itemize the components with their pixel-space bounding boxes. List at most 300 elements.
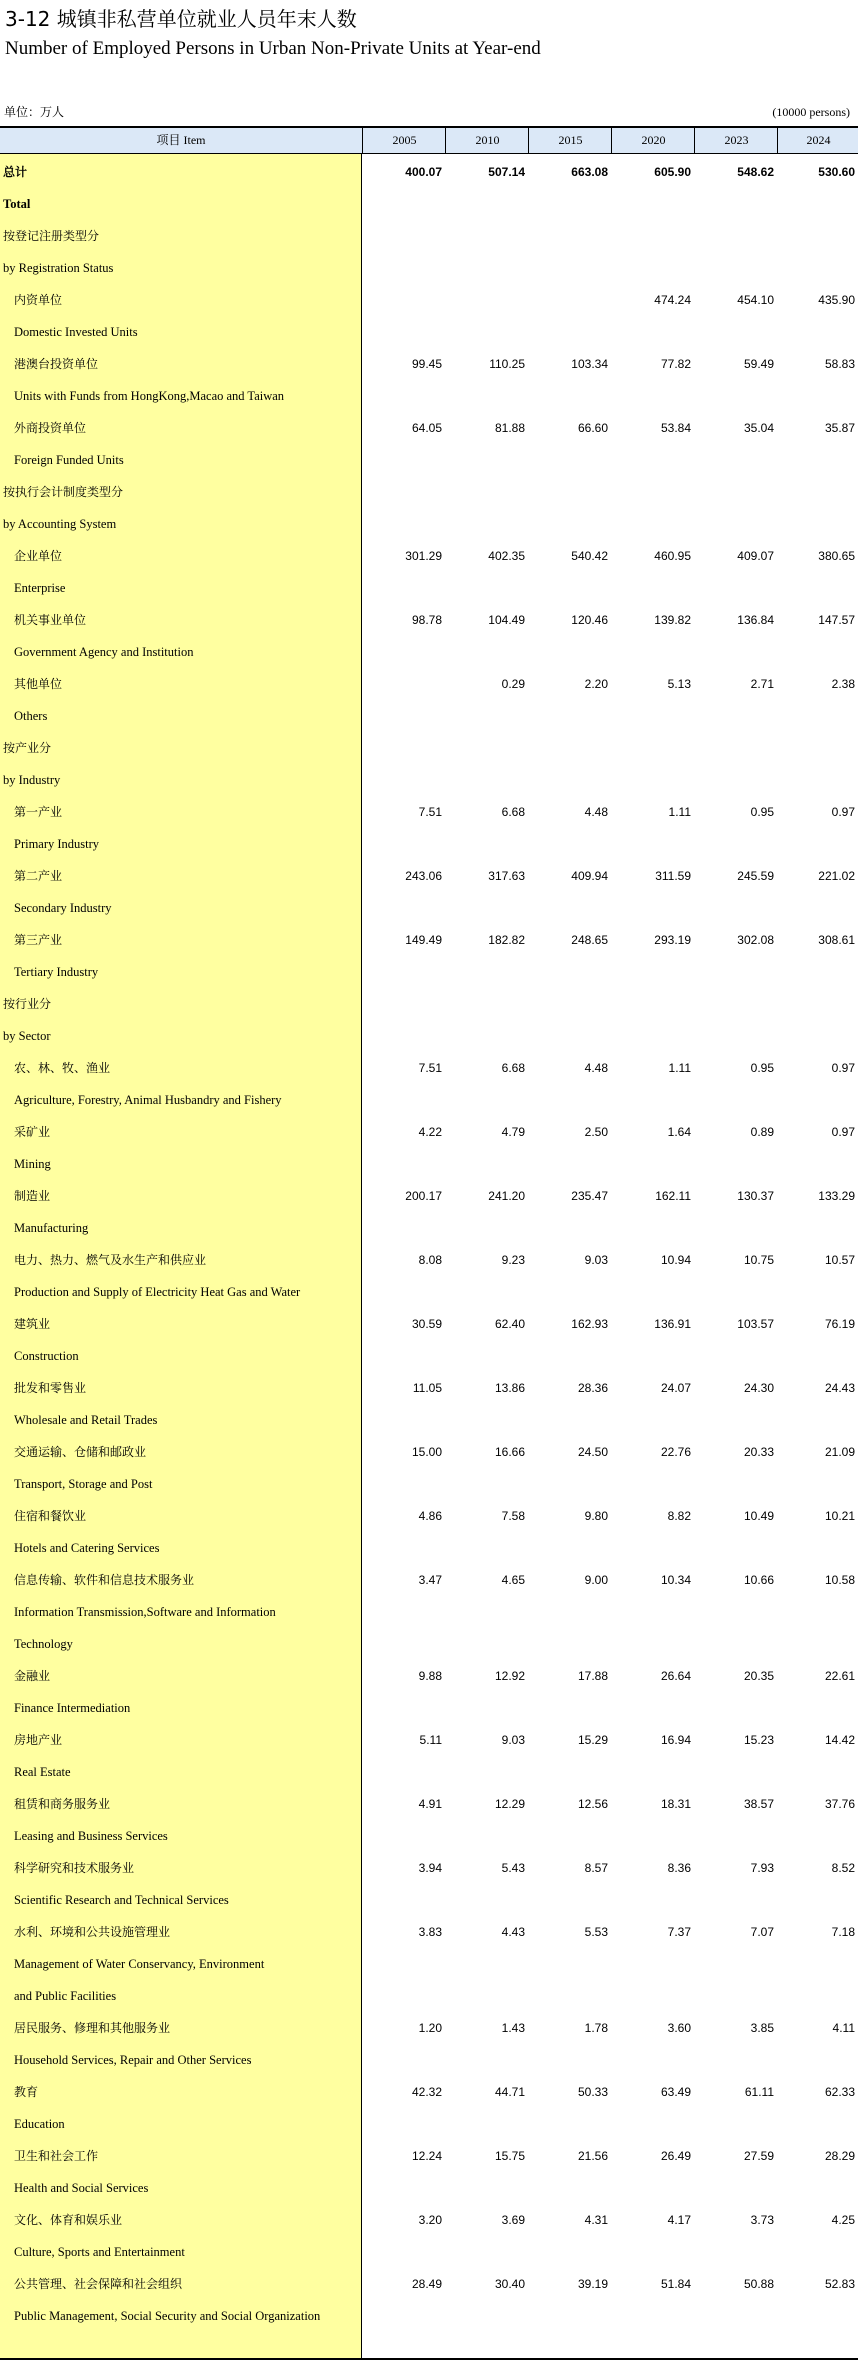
table-row — [0, 476, 858, 508]
value-cell: 409.07 — [737, 549, 774, 563]
value-cell: 474.24 — [654, 293, 691, 307]
value-cell: 22.61 — [824, 1669, 855, 1683]
value-cell: 2.71 — [750, 677, 774, 691]
header-year: 2024 — [777, 128, 858, 153]
table-row — [0, 1180, 858, 1212]
value-cell: 1.11 — [668, 1061, 691, 1075]
row-label: 港澳台投资单位 — [14, 357, 99, 371]
row-label: Scientific Research and Technical Services — [14, 1893, 229, 1907]
value-cell: 50.33 — [577, 2085, 608, 2099]
value-cell: 62.33 — [824, 2085, 855, 2099]
table-row — [0, 540, 858, 572]
value-cell: 21.09 — [824, 1445, 855, 1459]
value-cell: 63.49 — [660, 2085, 691, 2099]
value-cell: 0.89 — [750, 1125, 774, 1139]
table-row — [0, 1052, 858, 1084]
row-label: 第二产业 — [14, 869, 63, 883]
value-cell: 10.49 — [743, 1509, 774, 1523]
value-cell — [362, 284, 442, 316]
value-cell: 7.07 — [750, 1925, 774, 1939]
table-row — [0, 2268, 858, 2300]
table-row — [0, 1116, 858, 1148]
row-label: Culture, Sports and Entertainment — [14, 2245, 185, 2259]
row-label: 批发和零售业 — [14, 1381, 87, 1395]
value-cell: 147.57 — [818, 613, 855, 627]
table-row — [0, 2300, 858, 2332]
table-row — [0, 316, 858, 348]
value-cell: 9.23 — [501, 1253, 525, 1267]
header-year: 2005 — [362, 128, 446, 153]
row-label: 租赁和商务服务业 — [14, 1797, 111, 1811]
unit-label-en: (10000 persons) — [772, 105, 850, 119]
header-item: 项目 Item — [156, 133, 206, 147]
table-row — [0, 700, 858, 732]
table-row — [0, 1788, 858, 1820]
row-label: by Sector — [3, 1029, 51, 1043]
value-cell: 13.86 — [494, 1381, 525, 1395]
value-cell: 308.61 — [818, 933, 855, 947]
value-cell: 3.94 — [418, 1861, 442, 1875]
table-row — [0, 1596, 858, 1628]
value-cell: 0.95 — [750, 1061, 774, 1075]
value-cell: 243.06 — [405, 869, 442, 883]
value-cell: 120.46 — [571, 613, 608, 627]
table-row — [0, 1212, 858, 1244]
table-row — [0, 252, 858, 284]
value-cell: 4.31 — [584, 2213, 608, 2227]
value-cell: 52.83 — [824, 2277, 855, 2291]
row-label: 第一产业 — [14, 805, 63, 819]
row-label: 农、林、牧、渔业 — [14, 1061, 111, 1075]
row-label: 内资单位 — [14, 293, 63, 307]
value-cell: 39.19 — [577, 2277, 608, 2291]
value-cell: 21.56 — [577, 2149, 608, 2163]
value-cell: 4.11 — [832, 2021, 855, 2035]
row-label: Wholesale and Retail Trades — [14, 1413, 158, 1427]
value-cell: 149.49 — [405, 933, 442, 947]
value-cell: 4.17 — [667, 2213, 691, 2227]
row-label: 金融业 — [14, 1669, 51, 1683]
header-year: 2010 — [445, 128, 529, 153]
table-row — [0, 2204, 858, 2236]
value-cell: 1.64 — [667, 1125, 691, 1139]
value-cell: 3.20 — [418, 2213, 442, 2227]
value-cell: 221.02 — [818, 869, 855, 883]
row-label: 外商投资单位 — [14, 421, 87, 435]
row-label: 科学研究和技术服务业 — [14, 1861, 135, 1875]
table-row — [0, 1084, 858, 1116]
value-cell: 64.05 — [411, 421, 442, 435]
value-cell: 9.03 — [584, 1253, 608, 1267]
value-cell: 4.48 — [584, 805, 608, 819]
value-cell: 8.82 — [667, 1509, 691, 1523]
value-cell: 4.25 — [831, 2213, 855, 2227]
value-cell: 9.03 — [501, 1733, 525, 1747]
value-cell: 10.58 — [824, 1573, 855, 1587]
row-label: Transport, Storage and Post — [14, 1477, 153, 1491]
table-subtitle: Number of Employed Persons in Urban Non-Private Units at Year-end — [5, 38, 541, 59]
value-cell — [362, 668, 442, 700]
value-cell: 460.95 — [654, 549, 691, 563]
value-cell: 1.43 — [501, 2021, 525, 2035]
value-cell: 26.64 — [660, 1669, 691, 1683]
value-cell: 27.59 — [743, 2149, 774, 2163]
header-year: 2015 — [528, 128, 612, 153]
value-cell: 248.65 — [571, 933, 608, 947]
table-row — [0, 1852, 858, 1884]
value-cell: 8.52 — [831, 1861, 855, 1875]
value-cell: 663.08 — [571, 165, 608, 179]
row-label: Agriculture, Forestry, Animal Husbandry and Fishery — [14, 1093, 282, 1107]
value-cell: 15.75 — [494, 2149, 525, 2163]
table-row — [0, 1500, 858, 1532]
value-cell: 4.43 — [501, 1925, 525, 1939]
table-row — [0, 1564, 858, 1596]
table-row — [0, 1692, 858, 1724]
value-cell: 9.00 — [584, 1573, 608, 1587]
value-cell: 9.80 — [584, 1509, 608, 1523]
value-cell: 26.49 — [660, 2149, 691, 2163]
table-row — [0, 828, 858, 860]
row-label: 按产业分 — [3, 741, 52, 755]
table-row — [0, 604, 858, 636]
table-row — [0, 2012, 858, 2044]
value-cell: 136.91 — [654, 1317, 691, 1331]
value-cell: 51.84 — [660, 2277, 691, 2291]
table-row — [0, 1340, 858, 1372]
table-row — [0, 988, 858, 1020]
value-cell: 130.37 — [737, 1189, 774, 1203]
value-cell: 139.82 — [654, 613, 691, 627]
table-row — [0, 1820, 858, 1852]
value-cell: 302.08 — [737, 933, 774, 947]
table-row — [0, 2044, 858, 2076]
row-label: Construction — [14, 1349, 79, 1363]
table-row — [0, 764, 858, 796]
row-label: Mining — [14, 1157, 51, 1171]
row-label: 交通运输、仓储和邮政业 — [14, 1445, 147, 1459]
value-cell: 235.47 — [571, 1189, 608, 1203]
value-cell: 6.68 — [501, 1061, 525, 1075]
row-label: 居民服务、修理和其他服务业 — [14, 2021, 171, 2035]
row-label: 机关事业单位 — [14, 613, 87, 627]
value-cell — [528, 284, 608, 316]
value-cell: 241.20 — [488, 1189, 525, 1203]
row-label: Tertiary Industry — [14, 965, 99, 979]
row-label: Management of Water Conservancy, Environment — [14, 1957, 265, 1971]
value-cell: 10.34 — [660, 1573, 691, 1587]
value-cell: 435.90 — [818, 293, 855, 307]
value-cell: 24.43 — [824, 1381, 855, 1395]
row-label: Education — [14, 2117, 65, 2131]
table-row — [0, 2140, 858, 2172]
value-cell: 409.94 — [571, 869, 608, 883]
value-cell: 15.23 — [743, 1733, 774, 1747]
value-cell: 136.84 — [737, 613, 774, 627]
value-cell: 28.29 — [824, 2149, 855, 2163]
table-bottom-rule — [0, 2358, 858, 2360]
value-cell: 2.38 — [831, 677, 855, 691]
table-row — [0, 508, 858, 540]
table-row — [0, 1628, 858, 1660]
value-cell: 3.73 — [750, 2213, 774, 2227]
value-cell: 77.82 — [660, 357, 691, 371]
value-cell: 605.90 — [654, 165, 691, 179]
value-cell: 380.65 — [818, 549, 855, 563]
value-cell: 14.42 — [824, 1733, 855, 1747]
value-cell: 98.78 — [411, 613, 442, 627]
table-row — [0, 1276, 858, 1308]
value-cell: 38.57 — [743, 1797, 774, 1811]
value-cell: 0.97 — [831, 805, 855, 819]
row-label: 水利、环境和公共设施管理业 — [14, 1925, 171, 1939]
table-row — [0, 1436, 858, 1468]
value-cell: 15.29 — [577, 1733, 608, 1747]
value-cell: 17.88 — [577, 1669, 608, 1683]
value-cell: 104.49 — [488, 613, 525, 627]
table-row — [0, 1884, 858, 1916]
value-cell: 7.51 — [418, 805, 442, 819]
value-cell: 3.85 — [750, 2021, 774, 2035]
row-label: 总计 — [3, 165, 28, 179]
value-cell: 50.88 — [743, 2277, 774, 2291]
value-cell: 4.22 — [418, 1125, 442, 1139]
value-cell: 2.20 — [584, 677, 608, 691]
value-cell: 5.13 — [667, 677, 691, 691]
value-cell: 76.19 — [824, 1317, 855, 1331]
value-cell: 293.19 — [654, 933, 691, 947]
value-cell: 540.42 — [571, 549, 608, 563]
value-cell: 0.95 — [750, 805, 774, 819]
row-label: Hotels and Catering Services — [14, 1541, 160, 1555]
value-cell: 7.93 — [750, 1861, 774, 1875]
row-label: 其他单位 — [14, 677, 63, 691]
value-cell: 7.58 — [501, 1509, 525, 1523]
table-row — [0, 1532, 858, 1564]
table-row — [0, 1020, 858, 1052]
value-cell: 35.04 — [743, 421, 774, 435]
table-row — [0, 412, 858, 444]
value-cell: 454.10 — [737, 293, 774, 307]
value-cell: 58.83 — [824, 357, 855, 371]
value-cell: 12.92 — [494, 1669, 525, 1683]
value-cell: 103.57 — [737, 1317, 774, 1331]
value-cell: 59.49 — [743, 357, 774, 371]
table-row — [0, 444, 858, 476]
table-row — [0, 1404, 858, 1436]
table-row — [0, 220, 858, 252]
value-cell: 4.65 — [501, 1573, 525, 1587]
value-cell: 6.68 — [501, 805, 525, 819]
table-row — [0, 2076, 858, 2108]
table-row — [0, 1724, 858, 1756]
value-cell: 30.59 — [411, 1317, 442, 1331]
unit-label-cn: 单位：万人 — [4, 105, 65, 119]
value-cell: 245.59 — [737, 869, 774, 883]
row-label: Units with Funds from HongKong,Macao and Taiwan — [14, 389, 285, 403]
row-label: Information Transmission,Software and Information — [14, 1605, 276, 1619]
table-row — [0, 1372, 858, 1404]
value-cell: 0.97 — [831, 1061, 855, 1075]
value-cell: 1.78 — [584, 2021, 608, 2035]
row-label: Health and Social Services — [14, 2181, 149, 2195]
table-row — [0, 1916, 858, 1948]
value-cell: 8.57 — [584, 1861, 608, 1875]
row-label: by Registration Status — [3, 261, 114, 275]
value-cell: 0.29 — [501, 677, 525, 691]
value-cell: 8.36 — [667, 1861, 691, 1875]
row-label: 按执行会计制度类型分 — [3, 485, 124, 499]
value-cell: 311.59 — [655, 869, 691, 883]
data-table — [0, 126, 858, 2360]
value-cell: 53.84 — [660, 421, 691, 435]
header-year: 2020 — [611, 128, 695, 153]
value-cell: 7.18 — [831, 1925, 855, 1939]
value-cell: 4.86 — [418, 1509, 442, 1523]
table-row — [0, 1148, 858, 1180]
table-row — [0, 636, 858, 668]
table-row — [0, 796, 858, 828]
value-cell: 81.88 — [494, 421, 525, 435]
value-cell: 24.50 — [577, 1445, 608, 1459]
value-cell: 507.14 — [488, 165, 525, 179]
table-row — [0, 668, 858, 700]
table-row — [0, 1980, 858, 2012]
row-label: 信息传输、软件和信息技术服务业 — [14, 1573, 195, 1587]
value-cell: 103.34 — [571, 357, 608, 371]
value-cell: 16.94 — [660, 1733, 691, 1747]
row-label: 第三产业 — [14, 933, 63, 947]
table-row — [0, 1468, 858, 1500]
row-label: Government Agency and Institution — [14, 645, 194, 659]
row-label: by Accounting System — [3, 517, 117, 531]
value-cell: 99.45 — [411, 357, 442, 371]
value-cell: 301.29 — [405, 549, 442, 563]
row-label: 教育 — [14, 2085, 39, 2099]
value-cell: 42.32 — [411, 2085, 442, 2099]
row-label: Production and Supply of Electricity Heat Gas and Water — [14, 1285, 301, 1299]
table-row — [0, 2108, 858, 2140]
table-row — [0, 732, 858, 764]
row-label: 公共管理、社会保障和社会组织 — [14, 2277, 183, 2291]
table-row — [0, 1308, 858, 1340]
value-cell: 24.07 — [660, 1381, 691, 1395]
value-cell: 4.91 — [418, 1797, 442, 1811]
value-cell: 24.30 — [743, 1381, 774, 1395]
row-label: 采矿业 — [14, 1125, 51, 1139]
table-row — [0, 2172, 858, 2204]
row-label: 房地产业 — [14, 1733, 63, 1747]
value-cell: 1.11 — [668, 805, 691, 819]
value-cell: 10.66 — [743, 1573, 774, 1587]
value-cell: 5.53 — [584, 1925, 608, 1939]
value-cell: 66.60 — [577, 421, 608, 435]
value-cell: 18.31 — [660, 1797, 691, 1811]
value-cell: 8.08 — [418, 1253, 442, 1267]
row-label: 制造业 — [14, 1189, 51, 1203]
value-cell: 10.57 — [824, 1253, 855, 1267]
value-cell: 22.76 — [660, 1445, 691, 1459]
table-row — [0, 572, 858, 604]
value-cell: 400.07 — [405, 165, 442, 179]
value-cell: 61.11 — [744, 2085, 774, 2099]
value-cell: 3.69 — [501, 2213, 525, 2227]
row-label: Leasing and Business Services — [14, 1829, 168, 1843]
value-cell: 182.82 — [488, 933, 525, 947]
value-cell: 35.87 — [824, 421, 855, 435]
row-label: and Public Facilities — [14, 1989, 117, 2003]
value-cell: 44.71 — [494, 2085, 525, 2099]
table-row — [0, 380, 858, 412]
header-year: 2023 — [694, 128, 778, 153]
value-cell: 133.29 — [818, 1189, 855, 1203]
row-label: Foreign Funded Units — [14, 453, 124, 467]
row-label: Total — [3, 197, 31, 211]
value-cell: 548.62 — [737, 165, 774, 179]
row-label: Domestic Invested Units — [14, 325, 138, 339]
value-cell: 2.50 — [584, 1125, 608, 1139]
table-header — [0, 128, 858, 154]
value-cell: 37.76 — [824, 1797, 855, 1811]
row-label: 卫生和社会工作 — [14, 2149, 99, 2163]
value-cell: 9.88 — [418, 1669, 442, 1683]
value-cell: 3.60 — [667, 2021, 691, 2035]
table-row — [0, 1244, 858, 1276]
value-cell: 317.63 — [488, 869, 525, 883]
value-cell: 15.00 — [411, 1445, 442, 1459]
row-label: 企业单位 — [14, 549, 63, 563]
value-cell — [445, 284, 525, 316]
row-label: Technology — [14, 1637, 73, 1651]
row-label: Secondary Industry — [14, 901, 112, 915]
value-cell: 12.56 — [577, 1797, 608, 1811]
table-row — [0, 348, 858, 380]
row-label: Household Services, Repair and Other Services — [14, 2053, 252, 2067]
value-cell: 3.83 — [418, 1925, 442, 1939]
row-label: 按登记注册类型分 — [3, 229, 100, 243]
table-row — [0, 284, 858, 316]
row-label: 住宿和餐饮业 — [14, 1509, 87, 1523]
row-label: Enterprise — [14, 581, 66, 595]
row-label: 按行业分 — [3, 997, 52, 1011]
table-row — [0, 156, 858, 188]
value-cell: 530.60 — [818, 165, 855, 179]
row-label: Real Estate — [14, 1765, 71, 1779]
table-row — [0, 924, 858, 956]
table-row — [0, 860, 858, 892]
row-label: by Industry — [3, 773, 61, 787]
value-cell: 5.43 — [501, 1861, 525, 1875]
value-cell: 11.05 — [412, 1381, 442, 1395]
value-cell: 28.49 — [411, 2277, 442, 2291]
value-cell: 10.21 — [824, 1509, 855, 1523]
value-cell: 16.66 — [494, 1445, 525, 1459]
value-cell: 4.79 — [501, 1125, 525, 1139]
row-label: 电力、热力、燃气及水生产和供应业 — [14, 1253, 207, 1267]
value-cell: 162.11 — [655, 1189, 691, 1203]
value-cell: 200.17 — [405, 1189, 442, 1203]
table-row — [0, 1756, 858, 1788]
row-label: 文化、体育和娱乐业 — [14, 2213, 123, 2227]
value-cell: 0.97 — [831, 1125, 855, 1139]
value-cell: 62.40 — [494, 1317, 525, 1331]
value-cell: 30.40 — [494, 2277, 525, 2291]
table-row — [0, 892, 858, 924]
value-cell: 1.20 — [418, 2021, 442, 2035]
value-cell: 20.35 — [743, 1669, 774, 1683]
value-cell: 4.48 — [584, 1061, 608, 1075]
value-cell: 5.11 — [419, 1733, 442, 1747]
